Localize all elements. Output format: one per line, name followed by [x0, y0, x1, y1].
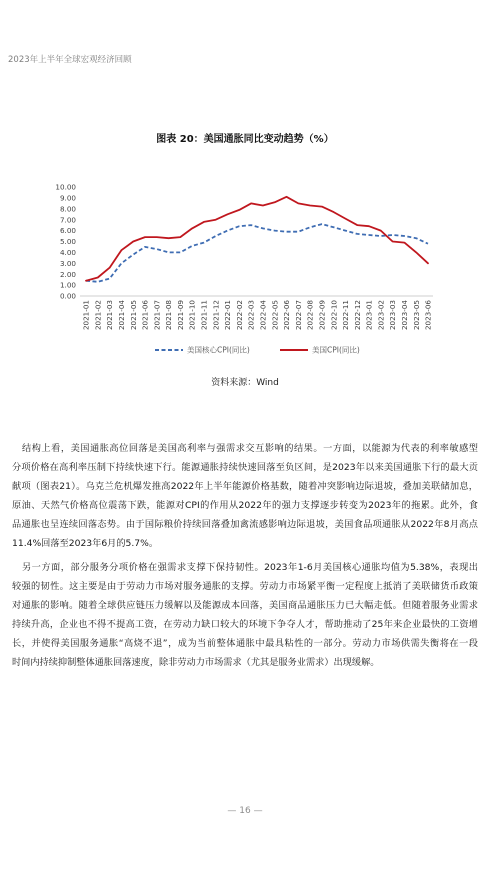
data-point: [96, 280, 99, 283]
data-point: [202, 220, 205, 223]
data-point: [273, 201, 276, 204]
data-point: [191, 244, 194, 247]
y-tick-label: 9.00: [59, 193, 76, 203]
x-tick-label: 2021-04: [117, 300, 126, 331]
series-line: [86, 197, 428, 281]
x-tick-label: 2022-01: [223, 300, 233, 331]
figure-source: 资料来源：Wind: [211, 378, 279, 388]
data-point: [261, 204, 264, 207]
line-chart: [0, 170, 490, 365]
paragraph: [12, 439, 478, 553]
x-tick-label: 2022-08: [305, 300, 315, 331]
data-point: [261, 227, 264, 230]
x-axis: [82, 300, 433, 330]
x-tick-label: 2021-05: [128, 300, 138, 331]
data-point: [108, 277, 111, 280]
data-point: [250, 202, 253, 205]
paragraph-line: 时间内持续抑制整体通胀回落速度，除非劳动力市场需求（尤其是服务业需求）出现缓解。: [12, 657, 380, 668]
paragraph-line: 分项价格在高利率压制下持续快速下行。能源通胀持续快速回落至负区间，是2023年以来美国通胀下行的最大贡: [12, 462, 478, 473]
data-point: [238, 208, 241, 211]
data-point: [344, 229, 347, 232]
x-tick-label: 2021-01: [81, 300, 91, 331]
data-point: [250, 224, 253, 227]
paragraph-line: 品通胀也呈连续回落态势。由于国际粮价持续回落叠加禽流感影响边际退坡，美国食品项通胀从2022年8月高点: [12, 519, 478, 530]
data-point: [332, 211, 335, 214]
paragraph: [12, 558, 478, 672]
figure-caption: 图表 20：美国通胀同比变动趋势（%）: [156, 134, 334, 145]
series-line: [86, 224, 428, 282]
x-tick-label: 2023-01: [364, 300, 374, 331]
y-tick-label: 3.00: [59, 258, 76, 268]
paragraph-line: 献项（图表21）。乌克兰危机爆发推高2022年上半年能源价格基数，随着冲突影响边际退坡，叠加美联储加息，: [12, 481, 478, 492]
data-point: [120, 262, 123, 265]
data-point: [155, 236, 158, 239]
data-point: [309, 226, 312, 229]
data-point: [356, 224, 359, 227]
legend-label: 美国核心CPI(同比): [187, 345, 250, 355]
data-point: [391, 240, 394, 243]
data-point: [379, 235, 382, 238]
data-point: [427, 262, 430, 265]
data-point: [191, 227, 194, 230]
x-tick-label: 2021-03: [105, 300, 115, 331]
x-tick-label: 2022-02: [234, 300, 244, 331]
y-tick-label: 0.00: [59, 291, 76, 301]
data-point: [379, 229, 382, 232]
data-point: [214, 235, 217, 238]
data-point: [238, 225, 241, 228]
data-point: [273, 229, 276, 232]
paragraph-line: 11.4%回落至2023年6月的5.7%。: [12, 538, 159, 549]
x-tick-label: 2021-09: [175, 300, 185, 331]
data-point: [132, 253, 135, 256]
data-point: [226, 213, 229, 216]
data-point: [179, 236, 182, 239]
data-point: [85, 279, 88, 282]
data-point: [144, 236, 147, 239]
legend: [155, 345, 360, 355]
x-tick-label: 2022-12: [352, 300, 362, 331]
data-point: [297, 202, 300, 205]
x-tick-label: 2022-10: [329, 300, 339, 331]
paragraph-line: 长，并使得美国服务通胀“高烧不退”，成为当前整体通胀中最具粘性的一部分。劳动力市场供需失衡将在一段: [12, 638, 478, 649]
data-point: [96, 276, 99, 279]
data-point: [285, 195, 288, 198]
y-tick-label: 5.00: [59, 237, 76, 247]
y-tick-label: 1.00: [59, 280, 76, 290]
x-tick-label: 2023-03: [388, 300, 398, 331]
data-point: [179, 251, 182, 254]
y-tick-label: 4.00: [59, 248, 76, 257]
data-point: [356, 232, 359, 235]
x-tick-label: 2021-06: [140, 300, 150, 331]
legend-item: [155, 345, 250, 355]
data-point: [332, 226, 335, 229]
x-tick-label: 2022-05: [270, 300, 280, 331]
x-tick-label: 2021-07: [152, 300, 162, 331]
data-point: [226, 229, 229, 232]
x-tick-label: 2021-11: [199, 300, 209, 331]
series-1: [85, 223, 430, 284]
data-point: [108, 266, 111, 269]
data-point: [344, 217, 347, 220]
data-point: [155, 248, 158, 251]
page-header: 2023年上半年全球宏观经济回顾: [8, 55, 132, 65]
x-tick-label: 2021-10: [187, 300, 197, 331]
x-tick-label: 2023-04: [400, 300, 409, 331]
x-tick-label: 2021-02: [93, 300, 103, 331]
data-point: [368, 225, 371, 228]
y-tick-label: 6.00: [59, 226, 76, 236]
data-point: [214, 218, 217, 221]
legend-label: 美国CPI(同比): [312, 345, 360, 355]
data-point: [167, 251, 170, 254]
paragraph-line: 另一方面，部分服务分项价格在强需求支撑下保持韧性。2023年1-6月美国核心通胀均值为5.38%，表现出: [22, 562, 478, 573]
x-tick-label: 2021-08: [164, 300, 174, 331]
data-point: [132, 240, 135, 243]
x-tick-label: 2022-09: [317, 300, 327, 331]
x-tick-label: 2022-11: [341, 300, 350, 331]
x-tick-label: 2022-06: [282, 300, 292, 331]
x-tick-label: 2022-03: [246, 300, 256, 331]
data-point: [320, 205, 323, 208]
paragraph-line: 原油、天然气价格高位震荡下跌，能源对CPI的作用从2022年的强力支撑逐步转变为2023年的拖累。此外，食: [12, 500, 478, 511]
data-point: [391, 234, 394, 237]
legend-item: [280, 345, 360, 355]
data-point: [415, 251, 418, 254]
data-point: [415, 237, 418, 240]
paragraph-line: 结构上看，美国通胀高位回落是美国高利率与强需求交互影响的结果。一方面，以能源为代表的利率敏感型: [22, 443, 478, 454]
data-point: [167, 237, 170, 240]
series-2: [85, 195, 430, 282]
y-axis: [55, 183, 76, 301]
x-tick-label: 2022-07: [293, 300, 303, 331]
data-point: [427, 242, 430, 245]
data-point: [403, 241, 406, 244]
x-tick-label: 2023-06: [423, 300, 433, 331]
y-tick-label: 2.00: [59, 269, 76, 279]
data-point: [120, 249, 123, 252]
data-point: [202, 241, 205, 244]
paragraph-line: 较强的韧性。这主要是由于劳动力市场对服务通胀的支撑。劳动力市场紧平衡一定程度上抵消了美联储货币政策: [12, 581, 478, 592]
data-point: [297, 230, 300, 233]
data-point: [309, 204, 312, 207]
y-tick-label: 8.00: [59, 204, 76, 214]
paragraph-line: 对通胀的影响。随着全球供应链压力缓解以及能源成本回落，美国商品通胀压力已大幅走低。但随着服务业需求: [12, 600, 478, 611]
y-tick-label: 7.00: [59, 215, 76, 225]
data-point: [403, 235, 406, 238]
y-tick-label: 10.00: [55, 182, 76, 192]
paragraph-line: 持续升高，企业也不得不提高工资，在劳动力缺口较大的环境下争夺人才，帮助推动了25年来企业最快的工资增: [12, 619, 478, 630]
x-tick-label: 2021-12: [211, 300, 221, 331]
data-point: [285, 230, 288, 233]
data-point: [320, 223, 323, 226]
page-number: — 16 —: [227, 806, 263, 816]
x-tick-label: 2023-05: [411, 300, 421, 331]
x-tick-label: 2023-02: [376, 300, 386, 331]
data-point: [144, 245, 147, 248]
x-tick-label: 2022-04: [258, 300, 268, 331]
data-point: [368, 234, 371, 237]
